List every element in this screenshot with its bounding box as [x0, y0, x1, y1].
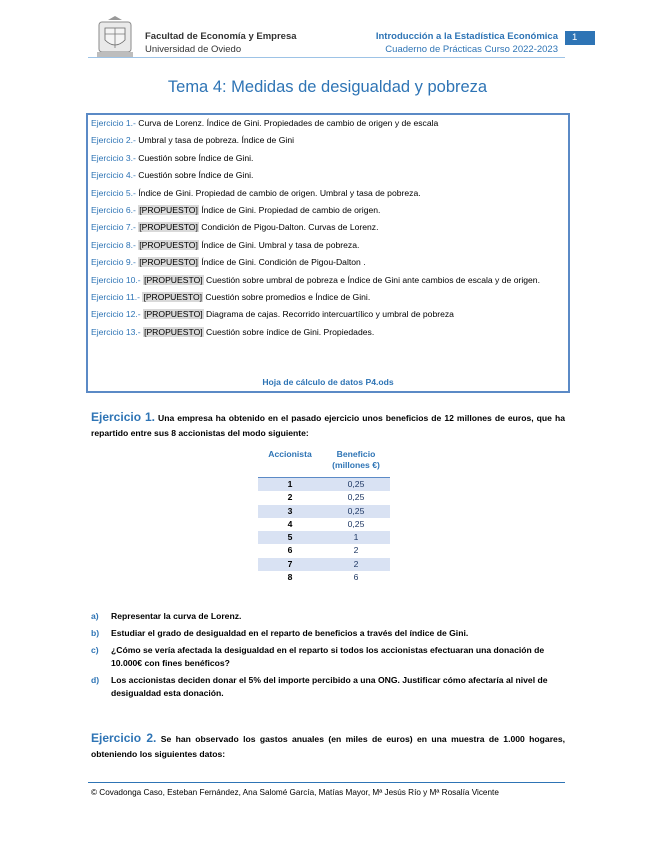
- table-row: [258, 544, 390, 557]
- proposed-tag: [PROPUESTO]: [143, 291, 203, 302]
- exercise-1-text: Una empresa ha obtenido en el pasado ejercicio unos beneficios de 12 millones de euros, que ha repartido entre sus 8 accionistas del modo siguiente:: [91, 413, 566, 438]
- exercise-index-item[interactable]: [91, 256, 561, 269]
- profit-cell: 0,25: [322, 478, 390, 492]
- table-row: [258, 491, 390, 504]
- question-label: c): [91, 645, 99, 655]
- question-label: a): [91, 611, 99, 621]
- table-body: [258, 478, 390, 585]
- table-row: [258, 531, 390, 544]
- shareholder-cell: 8: [287, 572, 293, 583]
- exercise-index-description: Índice de Gini. Propiedad de cambio de origen.: [198, 204, 381, 215]
- shareholder-cell: 3: [258, 505, 322, 518]
- question-label: b): [91, 628, 100, 638]
- exercise-index-item[interactable]: [91, 134, 561, 147]
- question-item: [91, 644, 565, 670]
- exercise-index-list: [91, 117, 561, 343]
- profit-cell: 2: [353, 545, 359, 556]
- profit-cell: 0,25: [322, 505, 390, 518]
- footer-divider: [88, 782, 565, 783]
- exercise-index-number: Ejercicio 3.-: [91, 152, 136, 163]
- exercise-index-item[interactable]: [91, 117, 561, 130]
- workbook-name: Cuaderno de Prácticas Curso 2022-2023: [385, 44, 558, 55]
- exercise-2-text: Se han observado los gastos anuales (en miles de euros) en una muestra de 1.000 hogares, obteniendo los siguientes datos:: [91, 734, 565, 759]
- exercise-index-item[interactable]: [91, 326, 561, 339]
- university-name: Universidad de Oviedo: [145, 44, 242, 55]
- exercise-1-questions: [91, 610, 565, 704]
- proposed-tag: [PROPUESTO]: [144, 326, 203, 337]
- exercise-index-description: Índice de Gini. Propiedad de cambio de origen. Umbral y tasa de pobreza.: [135, 187, 421, 198]
- question-text: Representar la curva de Lorenz.: [111, 611, 242, 621]
- exercise-index-item[interactable]: [91, 274, 561, 287]
- question-item: [91, 610, 565, 623]
- shareholder-cell: 7: [258, 558, 322, 571]
- exercise-index-item[interactable]: [91, 152, 561, 165]
- proposed-tag: [PROPUESTO]: [144, 274, 203, 285]
- question-text: Estudiar el grado de desigualdad en el reparto de beneficios a través del índice de Gini.: [111, 628, 469, 638]
- institution-name: Facultad de Economía y Empresa: [145, 31, 297, 42]
- exercise-index-number: Ejercicio 7.-: [91, 222, 136, 233]
- profit-cell: 0,25: [347, 492, 365, 503]
- exercise-index-item[interactable]: [91, 187, 561, 200]
- profit-cell: 0,25: [347, 518, 365, 529]
- shareholder-cell: 6: [287, 545, 293, 556]
- exercise-index-description: Índice de Gini. Condición de Pigou-Dalton .: [198, 257, 366, 268]
- exercise-index-description: Cuestión sobre índice de Gini. Propiedades.: [203, 326, 375, 337]
- profit-cell: 2: [322, 558, 390, 571]
- exercise-1-statement: [91, 410, 565, 441]
- exercise-index-item[interactable]: [91, 221, 561, 234]
- question-item: [91, 674, 565, 700]
- exercise-index-number: Ejercicio 2.-: [91, 135, 136, 146]
- exercise-index-number: Ejercicio 11.-: [91, 291, 141, 302]
- table-row: [258, 505, 390, 518]
- question-text: Los accionistas deciden donar el 5% del importe percibido a una ONG. Justificar cómo afectaría al nivel de desigualdad esta donación.: [111, 675, 548, 698]
- proposed-tag: [PROPUESTO]: [144, 309, 203, 320]
- exercise-index-number: Ejercicio 5.-: [91, 187, 136, 198]
- exercise-index-item[interactable]: [91, 239, 561, 252]
- exercise-index-number: Ejercicio 9.-: [91, 257, 136, 268]
- exercise-2-heading: Ejercicio 2.: [91, 731, 157, 745]
- page-title: Tema 4: Medidas de desigualdad y pobreza: [167, 78, 488, 96]
- proposed-tag: [PROPUESTO]: [139, 204, 198, 215]
- exercise-index-description: Condición de Pigou-Dalton. Curvas de Lorenz.: [198, 222, 379, 233]
- exercise-2-statement: [91, 731, 565, 762]
- table-header-row: [258, 449, 390, 478]
- proposed-tag: [PROPUESTO]: [139, 222, 198, 233]
- shareholder-cell: 4: [287, 518, 293, 529]
- exercise-index-number: Ejercicio 10.-: [91, 274, 141, 285]
- proposed-tag: [PROPUESTO]: [139, 239, 198, 250]
- exercise-index-description: Cuestión sobre umbral de pobreza e Índice de Gini ante cambios de escala y de origen.: [203, 274, 540, 285]
- exercise-index-description: Cuestión sobre Índice de Gini.: [135, 152, 254, 163]
- table-row: [258, 478, 390, 492]
- exercise-index-description: Diagrama de cajas. Recorrido intercuartílico y umbral de pobreza: [203, 309, 454, 320]
- profit-cell: 6: [353, 572, 359, 583]
- table-header-shareholder: Accionista: [258, 449, 322, 478]
- spreadsheet-link[interactable]: Hoja de cálculo de datos P4.ods: [262, 377, 394, 387]
- table-row: [258, 518, 390, 531]
- exercise-index-item[interactable]: [91, 308, 561, 321]
- question-item: [91, 627, 565, 640]
- header-divider: [88, 57, 565, 58]
- exercise-index-description: Cuestión sobre promedios e Índice de Gini.: [203, 291, 371, 302]
- table-row: [258, 571, 390, 584]
- shareholder-cell: 2: [287, 492, 293, 503]
- shareholder-profit-table: [258, 449, 390, 584]
- exercise-index-number: Ejercicio 8.-: [91, 239, 136, 250]
- table-row: [258, 558, 390, 571]
- header-course-block: [376, 30, 558, 56]
- header-institution-block: [145, 30, 297, 56]
- exercise-index-description: Curva de Lorenz. Índice de Gini. Propiedades de cambio de origen y de escala: [135, 118, 439, 128]
- exercise-index-description: Umbral y tasa de pobreza. Índice de Gini: [135, 135, 295, 146]
- exercise-index-number: Ejercicio 1.-: [91, 118, 136, 128]
- exercise-index-number: Ejercicio 13.-: [91, 326, 141, 337]
- proposed-tag: [PROPUESTO]: [139, 257, 198, 268]
- exercise-index-number: Ejercicio 4.-: [91, 170, 136, 181]
- exercise-index-description: Cuestión sobre Índice de Gini.: [135, 170, 254, 181]
- page-number: 1: [565, 31, 595, 45]
- question-text: ¿Cómo se vería afectada la desigualdad en el reparto si todos los accionistas efectuaran una donación de 10.000€ con fines benéficos?: [111, 645, 545, 668]
- exercise-index-number: Ejercicio 12.-: [91, 309, 141, 320]
- exercise-index-item[interactable]: [91, 204, 561, 217]
- table-header-profit: Beneficio (millones €): [322, 449, 390, 478]
- course-name: Introducción a la Estadística Económica: [375, 31, 558, 42]
- exercise-index-item[interactable]: [91, 169, 561, 182]
- exercise-index-number: Ejercicio 6.-: [91, 204, 136, 215]
- exercise-index-item[interactable]: [91, 291, 561, 304]
- copyright-footer: © Covadonga Caso, Esteban Fernández, Ana Salomé García, Matías Mayor, Mª Jesús Río y Mª Rosalía Vicente: [91, 788, 499, 797]
- profit-cell: 1: [322, 531, 390, 544]
- shareholder-cell: 1: [258, 478, 322, 492]
- exercise-1-heading: Ejercicio 1.: [91, 410, 156, 424]
- exercise-index-description: Índice de Gini. Umbral y tasa de pobreza.: [198, 239, 360, 250]
- question-label: d): [91, 675, 100, 685]
- university-crest-logo: [93, 14, 137, 60]
- shareholder-cell: 5: [258, 531, 322, 544]
